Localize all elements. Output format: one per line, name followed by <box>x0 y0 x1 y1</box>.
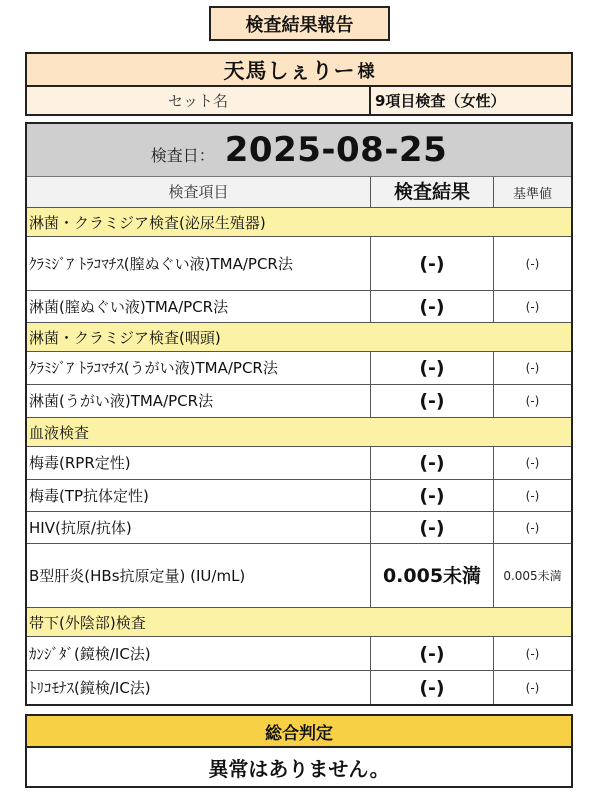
patient-name-row <box>27 54 571 87</box>
row-item: 梅毒(RPR定性) <box>27 447 371 479</box>
row-reference: (-) <box>525 520 540 535</box>
row-item: 梅毒(TP抗体定性) <box>27 480 371 511</box>
row-item: HIV(抗原/抗体) <box>27 512 371 543</box>
column-header-reference: 基準値 <box>512 186 552 202</box>
patient-info-table <box>25 52 573 116</box>
row-reference: (-) <box>525 680 540 695</box>
column-header-row <box>27 177 571 208</box>
row-result: (-) <box>371 512 494 543</box>
row-result: (-) <box>371 480 494 511</box>
row-reference: (-) <box>525 646 540 661</box>
set-label: セット名 <box>27 87 371 114</box>
section-title: 血液検査 <box>27 418 571 447</box>
row-item: ﾄﾘｺﾓﾅｽ(鏡検/IC法) <box>27 671 371 704</box>
exam-date-label: 検査日： <box>150 145 215 165</box>
exam-date-row <box>27 124 571 177</box>
table-row <box>27 637 571 671</box>
row-result: (-) <box>371 237 494 290</box>
row-reference: (-) <box>525 256 540 271</box>
summary-table <box>25 714 573 788</box>
set-value: 9項目検査（女性） <box>371 87 571 114</box>
patient-honorific: 様 <box>357 62 375 82</box>
column-header-result: 検査結果 <box>371 177 494 207</box>
row-result: (-) <box>371 637 494 670</box>
row-item: ｶﾝｼﾞﾀﾞ(鏡検/IC法) <box>27 637 371 670</box>
exam-date-value: 2025-08-25 <box>224 130 448 170</box>
row-reference: (-) <box>525 488 540 503</box>
column-header-item: 検査項目 <box>27 177 371 207</box>
summary-value: 異常はありません。 <box>27 748 571 786</box>
results-table <box>25 122 573 706</box>
row-item: ｸﾗﾐｼﾞｱ ﾄﾗｺﾏﾁｽ(膣ぬぐい液)TMA/PCR法 <box>27 237 371 290</box>
section-title: 淋菌・クラミジア検査(咽頭) <box>27 323 571 352</box>
row-item: 淋菌(うがい液)TMA/PCR法 <box>27 385 371 417</box>
table-row <box>27 385 571 418</box>
row-result: (-) <box>371 447 494 479</box>
row-reference: (-) <box>525 456 540 470</box>
row-reference: (-) <box>525 299 540 314</box>
row-item: ｸﾗﾐｼﾞｱ ﾄﾗｺﾏﾁｽ(うがい液)TMA/PCR法 <box>27 352 371 384</box>
row-result: (-) <box>371 385 494 417</box>
row-reference: 0.005未満 <box>503 569 562 583</box>
patient-name: 天馬しぇりー <box>223 58 356 83</box>
table-row <box>27 291 571 323</box>
table-row <box>27 512 571 544</box>
row-reference: (-) <box>525 394 540 408</box>
section-title: 淋菌・クラミジア検査(泌尿生殖器) <box>27 208 571 237</box>
table-row <box>27 544 571 608</box>
table-row <box>27 671 571 704</box>
row-reference: (-) <box>525 361 540 375</box>
section-title: 帯下(外陰部)検査 <box>27 608 571 637</box>
row-result: (-) <box>371 671 494 704</box>
row-result: (-) <box>371 291 494 322</box>
table-row <box>27 237 571 291</box>
table-row <box>27 352 571 385</box>
table-row <box>27 480 571 512</box>
table-row <box>27 447 571 480</box>
row-item: B型肝炎(HBs抗原定量) (IU/mL) <box>27 544 371 607</box>
report-title: 検査結果報告 <box>209 6 390 41</box>
set-row <box>27 87 571 114</box>
row-item: 淋菌(膣ぬぐい液)TMA/PCR法 <box>27 291 371 322</box>
summary-label: 総合判定 <box>27 716 571 748</box>
row-result: 0.005未満 <box>371 544 494 607</box>
row-result: (-) <box>371 352 494 384</box>
